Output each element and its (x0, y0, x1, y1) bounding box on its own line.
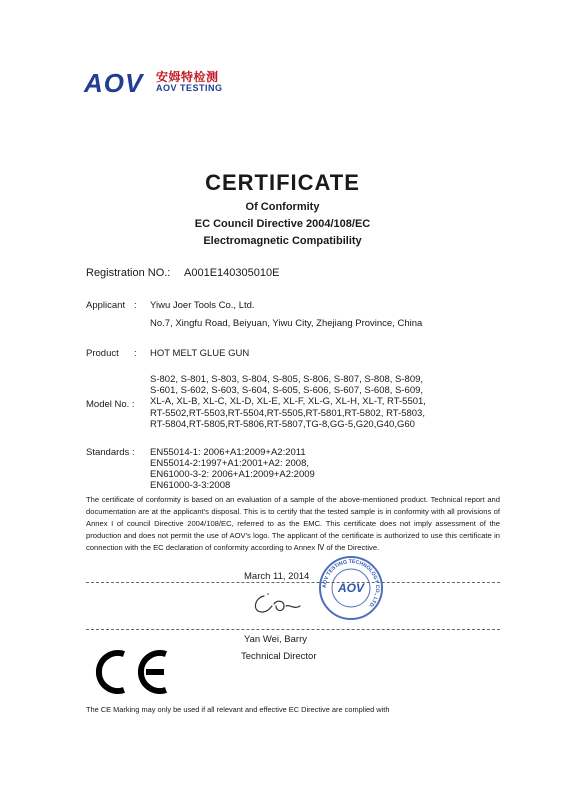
standards-list (150, 447, 315, 491)
model-line: XL-A, XL-B, XL-C, XL-D, XL-E, XL-F, XL-G, XL-H, XL-T, RT-5501, (150, 396, 426, 408)
standard-line: EN61000-3-3:2008 (150, 480, 231, 491)
certificate-title: CERTIFICATE (205, 170, 360, 195)
issue-date: March 11, 2014 (244, 571, 310, 582)
product-label: Product (86, 348, 119, 359)
subtitle-directive: EC Council Directive 2004/108/EC (194, 218, 371, 230)
handwritten-signature (250, 588, 320, 618)
model-line: S-601, S-602, S-603, S-604, S-605, S-606, S-607, S-608, S-609, (150, 385, 424, 397)
model-list (150, 374, 450, 430)
subtitle-of-conformity: Of Conformity (245, 201, 320, 213)
ce-mark-icon (94, 648, 172, 696)
signer-name: Yan Wei, Barry (244, 634, 308, 645)
seal-center-text: AOV (337, 581, 365, 595)
ce-marking-note: The CE Marking may only be used if all relevant and effective EC Directive are complied with (86, 705, 390, 714)
applicant-label: Applicant (86, 300, 126, 311)
dashed-divider-bottom (86, 629, 500, 630)
logo-chinese-name: 安姆特检测 (156, 70, 219, 84)
logo-mark: AOV (84, 68, 144, 98)
applicant-colon: : (134, 300, 137, 311)
product-colon: : (134, 348, 137, 359)
model-line: S-802, S-801, S-803, S-804, S-805, S-806, S-807, S-808, S-809, (150, 374, 424, 385)
standards-label: Standards : (86, 447, 135, 458)
conformity-statement: The certificate of conformity is based on an evaluation of a sample of the above-mentioned product. Technical report and documentation are at the applicant's disposal. This is to certify that the tested sample is in conformity with all provisions of Annex I of council Directive 2004/108/EC, referred to as the EMC. This certificate does not imply assessment of the production and does not permit the use of AOV's logo. The applicant of the certificate is authorized to use this certificate in connection with the EC declaration of conformity according to Annex Ⅳ of the Directive. (86, 495, 500, 552)
standard-line: EN55014-1: 2006+A1:2009+A2:2011 (150, 447, 306, 458)
logo-english-name: AOV TESTING (156, 83, 223, 93)
signer-title: Technical Director (241, 651, 317, 662)
product-name: HOT MELT GLUE GUN (150, 348, 250, 359)
registration-label: Registration NO.: (86, 267, 171, 279)
model-label: Model No. : (86, 399, 135, 410)
applicant-address: No.7, Xingfu Road, Beiyuan, Yiwu City, Zhejiang Province, China (150, 318, 423, 329)
official-seal (318, 555, 384, 621)
model-line: RT-5804,RT-5805,RT-5806,RT-5807,TG-8,GG-5,G20,G40,G60 (150, 418, 415, 430)
registration-number: A001E140305010E (184, 267, 280, 279)
standard-line: EN55014-2:1997+A1:2001+A2: 2008, (150, 458, 309, 469)
model-line: RT-5502,RT-5503,RT-5504,RT-5505,RT-5801,RT-5802, RT-5803, (150, 407, 425, 419)
subtitle-emc: Electromagnetic Compatibility (203, 235, 362, 247)
aov-testing-logo (84, 68, 234, 98)
dashed-divider-top (86, 582, 500, 583)
seal-ring-text: AOV TESTING TECHNOLOGY CO., LTD. (321, 558, 381, 609)
applicant-name: Yiwu Joer Tools Co., Ltd. (150, 300, 255, 311)
standard-line: EN61000-3-2: 2006+A1:2009+A2:2009 (150, 469, 315, 480)
